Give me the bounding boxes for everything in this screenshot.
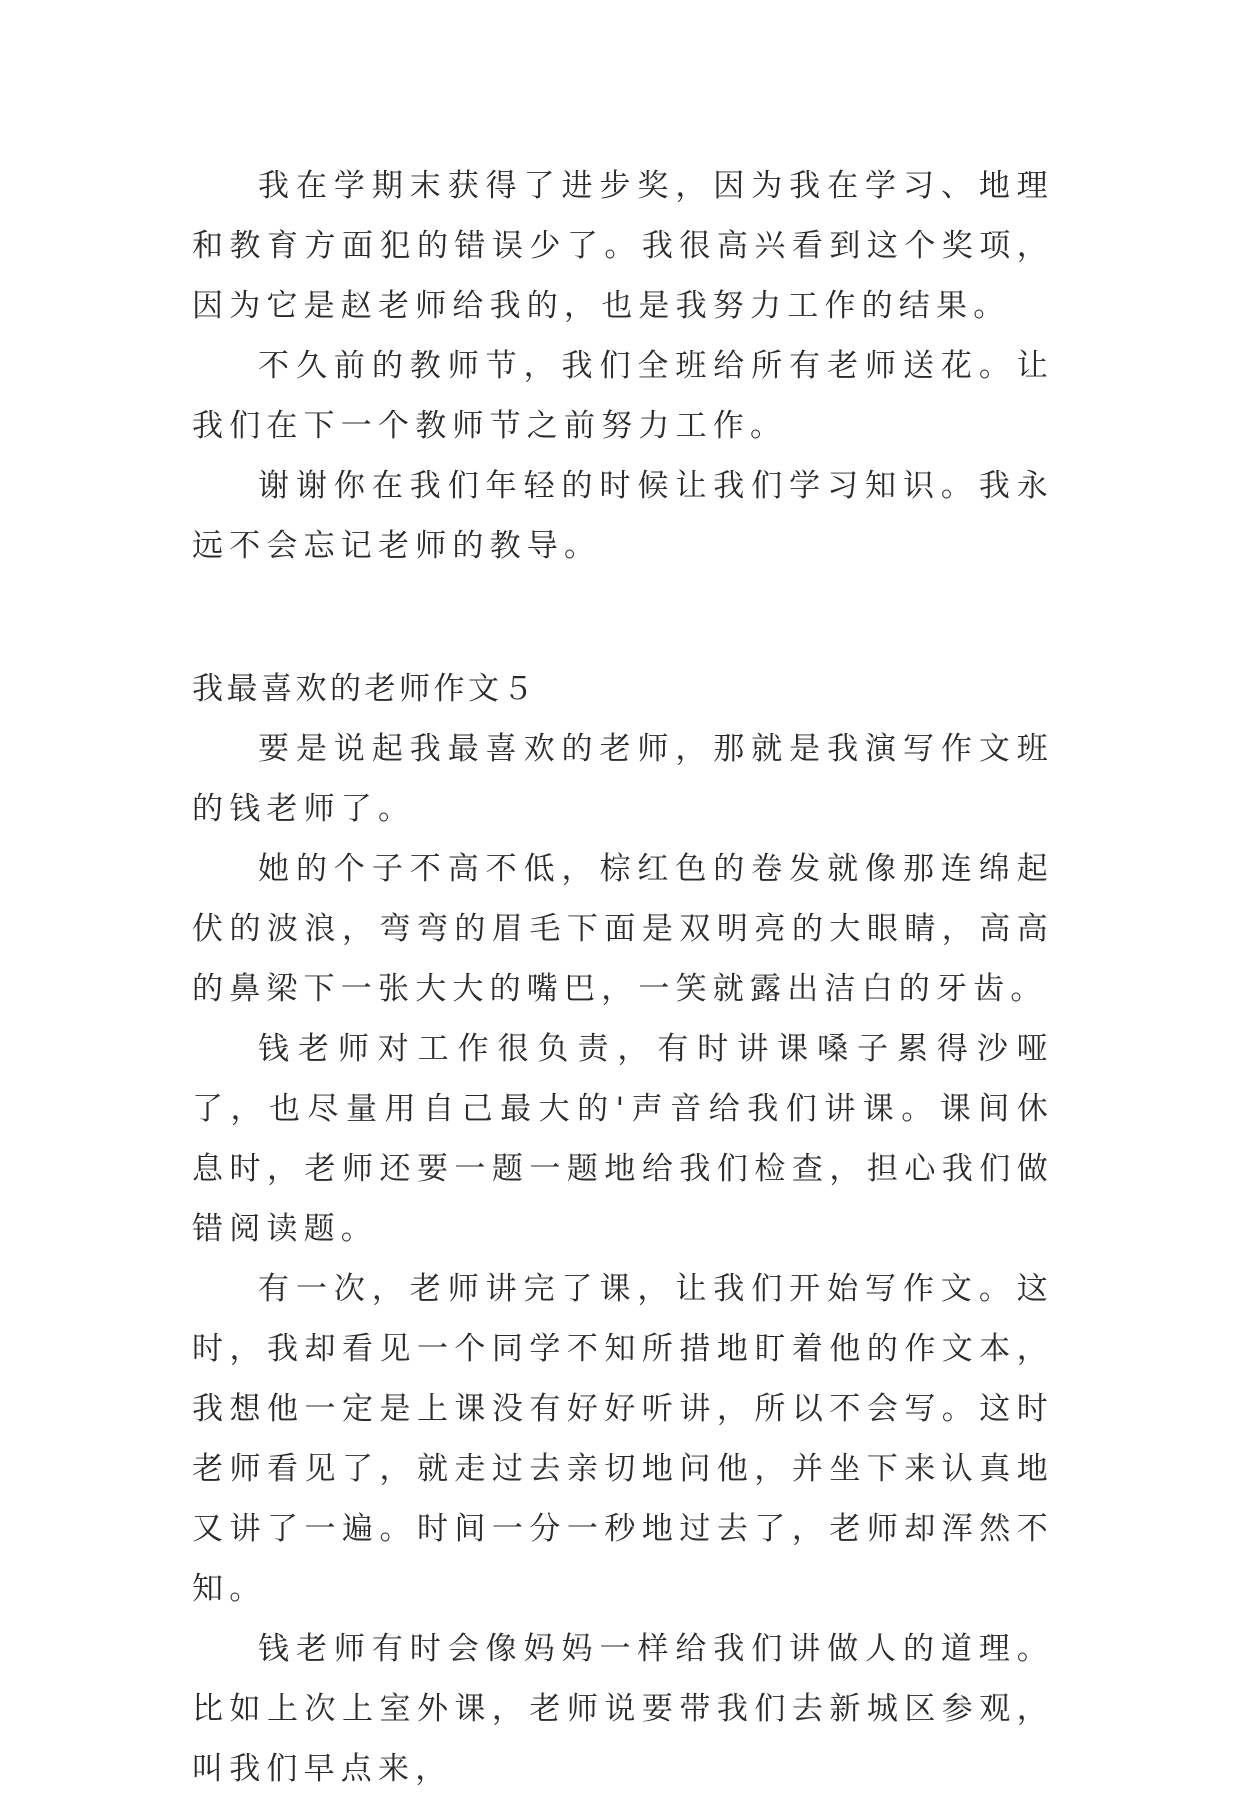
paragraph: 她的个子不高不低，棕红色的卷发就像那连绵起伏的波浪，弯弯的眉毛下面是双明亮的大眼睛，高高的鼻梁下一张大大的嘴巴，一笑就露出洁白的牙齿。	[192, 851, 1054, 1007]
paragraph: 钱老师对工作很负责，有时讲课嗓子累得沙哑了，也尽量用自己最大的'声音给我们讲课。课间休息时，老师还要一题一题地给我们检查，担心我们做错阅读题。	[192, 1031, 1054, 1247]
paragraph: 不久前的教师节，我们全班给所有老师送花。让我们在下一个教师节之前努力工作。	[192, 348, 1054, 444]
section-title: 我最喜欢的老师作文５	[192, 671, 537, 707]
paragraph: 钱老师有时会像妈妈一样给我们讲做人的道理。比如上次上室外课，老师说要带我们去新城区参观，叫我们早点来，	[192, 1631, 1054, 1787]
paragraph: 有一次，老师讲完了课，让我们开始写作文。这时，我却看见一个同学不知所措地盯着他的作文本，我想他一定是上课没有好好听讲，所以不会写。这时老师看见了，就走过去亲切地问他，并坐下来认真地又讲了一遍。时间一分一秒地过去了，老师却浑然不知。	[192, 1271, 1054, 1607]
document-body	[192, 156, 1054, 1799]
section-gap	[192, 576, 1054, 659]
paragraph: 要是说起我最喜欢的老师，那就是我演写作文班的钱老师了。	[192, 731, 1054, 827]
paragraph: 谢谢你在我们年轻的时候让我们学习知识。我永远不会忘记老师的教导。	[192, 468, 1054, 564]
paragraph: 我在学期末获得了进步奖，因为我在学习、地理和教育方面犯的错误少了。我很高兴看到这个奖项，因为它是赵老师给我的，也是我努力工作的结果。	[192, 168, 1054, 324]
